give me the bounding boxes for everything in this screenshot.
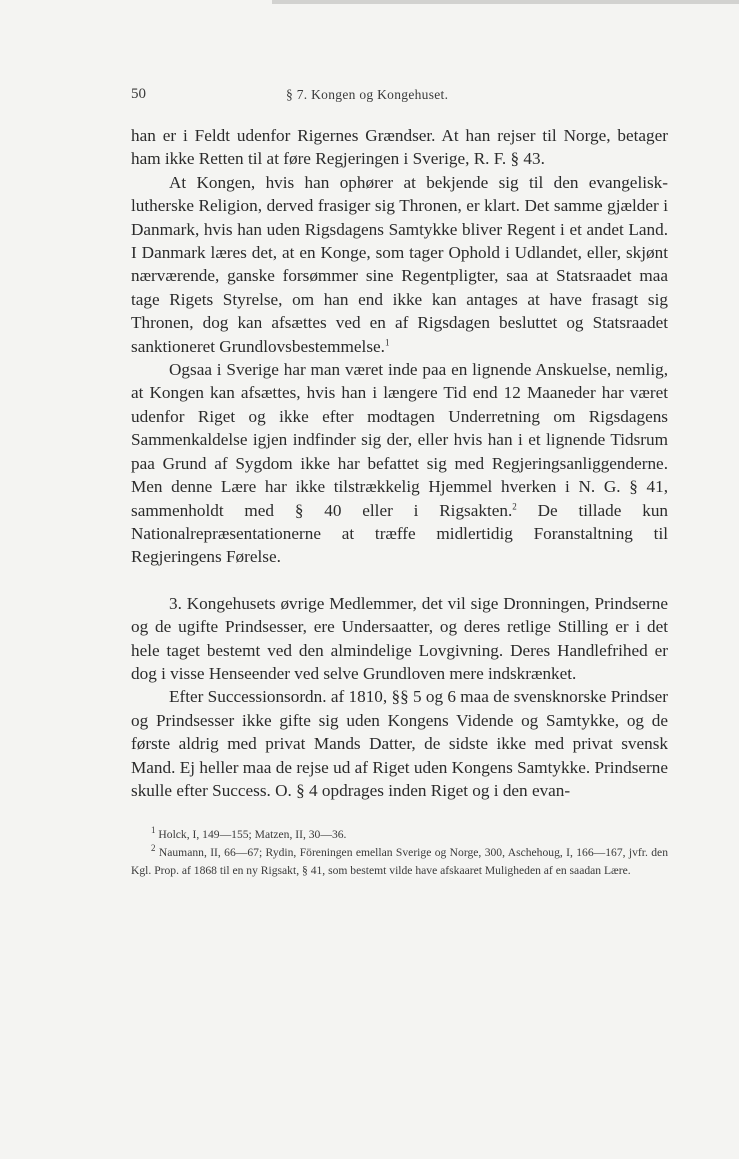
- paragraph-2-text: At Kongen, hvis han ophører at bekjende sig til den evangelisk-lutherske Religion, derved frasiger sig Thronen, er klart. Det samme gjælder i Danmark, hvis han uden Rigsdagens Samtykke bliver Regent i et andet Land. I Danmark læres det, at en Konge, som tager Ophold i Udlandet, eller, skjønt nærværende, ganske forsømmer sine Regentpligter, saa at Statsraadet maa tage Rigets Styrelse, om han end ikke kan antages at have frasagt sig Thronen, dog kan afsættes ved en af Rigsdagen besluttet og Statsraadet sanktioneret Grundlovsbestemmelse.: [131, 172, 668, 356]
- footnote-1-text: Holck, I, 149—155; Matzen, II, 30—36.: [155, 828, 347, 842]
- section-number: 3.: [169, 593, 182, 613]
- paragraph-section-3: [131, 592, 668, 686]
- body-text: [131, 124, 668, 802]
- paragraph-1: han er i Feldt udenfor Rigernes Grændser. At han rejser til Norge, betager ham ikke Retten til at føre Regjeringen i Sverige, R. F. § 43.: [131, 126, 668, 169]
- page-number: 50: [131, 86, 146, 102]
- footnote-ref-1: 1: [384, 336, 390, 347]
- paragraph-5: Efter Successionsordn. af 1810, §§ 5 og 6 maa de svensknorske Prindser og Prindsesser ikke gifte sig uden Kongens Vidende og Samtykke, og de første aldrig med privat Mands Datter, de sidste ikke med privat svensk Mand. Ej heller maa de rejse ud af Riget uden Kongens Samtykke. Prindserne skulle efter Success. O. § 4 opdrages inden Riget og i den evan-: [131, 687, 668, 800]
- running-head: [131, 86, 668, 110]
- paragraph-2: [131, 171, 668, 358]
- section-3-text: Kongehusets øvrige Medlemmer, det vil sige Dronningen, Prindserne og de ugifte Prindsesser, ere Undersaatter, og deres retlige Stilling er i det hele taget bestemt ved den almindelige Lovgivning. Deres Handlefrihed er dog i visse Henseender ved selve Grundloven mere indskrænket.: [131, 593, 668, 683]
- footnote-1: [131, 826, 668, 844]
- paragraph-3-text: Ogsaa i Sverige har man været inde paa en lignende Anskuelse, nemlig, at Kongen kan afsættes, hvis han i længere Tid end 12 Maaneder har været udenfor Riget og ikke efter modtagen Underretning om Rigsdagens Sammenkaldelse igjen indfinder sig der, eller hvis han i et lignende Tidsrum paa Grund af Sygdom ikke har befattet sig med Regjeringsanliggenderne. Men denne Lære har ikke tilstrækkelig Hjemmel hverken i N. G. § 41, sammenholdt med § 40 eller i Rigsakten.: [131, 360, 668, 520]
- footnote-2-mark: 2: [151, 843, 156, 854]
- book-page: [131, 86, 668, 880]
- footnote-2-text: Naumann, II, 66—67; Rydin, Föreningen emellan Sverige og Norge, 300, Aschehoug, I, 166—167, jvfr. den Kgl. Prop. af 1868 til en ny Rigsakt, § 41, som bestemt vilde have afskaaret Muligheden af en saadan Lære.: [131, 846, 668, 878]
- footnote-ref-2: 2: [512, 500, 517, 511]
- footnotes: [131, 826, 668, 880]
- scan-top-edge: [272, 0, 739, 4]
- paragraph-3-continuation: De tillade kun Nationalrepræsentationerne at træffe midlertidig Foranstaltning til Regjeringens Førelse.: [131, 500, 669, 567]
- running-title: § 7. Kongen og Kongehuset.: [286, 87, 449, 102]
- footnote-1-mark: 1: [151, 825, 156, 836]
- paragraph-3: [131, 358, 668, 569]
- footnote-2: [131, 844, 668, 880]
